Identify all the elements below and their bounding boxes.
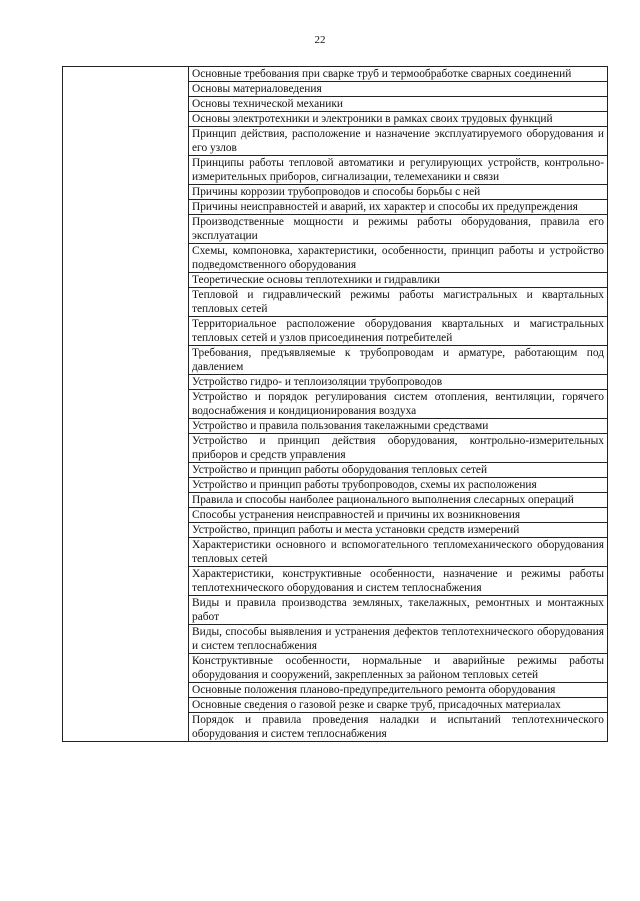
knowledge-table-body [63, 67, 608, 742]
knowledge-item: Принцип действия, расположение и назначение эксплуатируемого оборудования и его узлов [189, 127, 608, 156]
empty-label-cell [63, 67, 189, 742]
knowledge-item: Основы электротехники и электроники в рамках своих трудовых функций [189, 112, 608, 127]
knowledge-item: Устройство, принцип работы и места установки средств измерений [189, 523, 608, 538]
knowledge-item: Устройство и принцип работы оборудования тепловых сетей [189, 463, 608, 478]
knowledge-item: Тепловой и гидравлический режимы работы магистральных и квартальных тепловых сетей [189, 288, 608, 317]
knowledge-item: Принципы работы тепловой автоматики и регулирующих устройств, контрольно-измерительных приборов, сигнализации, телемеханики и связи [189, 156, 608, 185]
knowledge-item: Причины коррозии трубопроводов и способы борьбы с ней [189, 185, 608, 200]
knowledge-item: Способы устранения неисправностей и причины их возникновения [189, 508, 608, 523]
knowledge-item: Устройство и принцип действия оборудования, контрольно-измерительных приборов и средств управления [189, 434, 608, 463]
knowledge-item: Производственные мощности и режимы работы оборудования, правила его эксплуатации [189, 215, 608, 244]
knowledge-item: Теоретические основы теплотехники и гидравлики [189, 273, 608, 288]
knowledge-item: Основы материаловедения [189, 82, 608, 97]
knowledge-table [62, 66, 608, 742]
knowledge-item: Устройство и принцип работы трубопроводов, схемы их расположения [189, 478, 608, 493]
knowledge-item: Характеристики, конструктивные особенности, назначение и режимы работы теплотехнического оборудования и систем теплоснабжения [189, 567, 608, 596]
knowledge-item: Требования, предъявляемые к трубопроводам и арматуре, работающим под давлением [189, 346, 608, 375]
knowledge-item: Устройство гидро- и теплоизоляции трубопроводов [189, 375, 608, 390]
knowledge-item: Территориальное расположение оборудования квартальных и магистральных тепловых сетей и узлов присоединения потребителей [189, 317, 608, 346]
knowledge-item: Основы технической механики [189, 97, 608, 112]
knowledge-item: Виды, способы выявления и устранения дефектов теплотехнического оборудования и систем теплоснабжения [189, 625, 608, 654]
knowledge-item: Конструктивные особенности, нормальные и аварийные режимы работы оборудования и сооружений, закрепленных за районом тепловых сетей [189, 654, 608, 683]
knowledge-item: Основные сведения о газовой резке и сварке труб, присадочных материалах [189, 698, 608, 713]
knowledge-item: Порядок и правила проведения наладки и испытаний теплотехнического оборудования и систем теплоснабжения [189, 713, 608, 742]
knowledge-item: Причины неисправностей и аварий, их характер и способы их предупреждения [189, 200, 608, 215]
knowledge-item: Устройство и порядок регулирования систем отопления, вентиляции, горячего водоснабжения и кондиционирования воздуха [189, 390, 608, 419]
page-number: 22 [314, 34, 326, 46]
knowledge-item: Основные требования при сварке труб и термообработке сварных соединений [189, 67, 608, 82]
knowledge-item: Виды и правила производства земляных, такелажных, ремонтных и монтажных работ [189, 596, 608, 625]
knowledge-item: Устройство и правила пользования такелажными средствами [189, 419, 608, 434]
knowledge-item: Характеристики основного и вспомогательного тепломеханического оборудования тепловых сетей [189, 538, 608, 567]
knowledge-item: Основные положения планово-предупредительного ремонта оборудования [189, 683, 608, 698]
knowledge-item: Правила и способы наиболее рационального выполнения слесарных операций [189, 493, 608, 508]
table-row [63, 67, 608, 82]
knowledge-item: Схемы, компоновка, характеристики, особенности, принцип работы и устройство подведомственного оборудования [189, 244, 608, 273]
